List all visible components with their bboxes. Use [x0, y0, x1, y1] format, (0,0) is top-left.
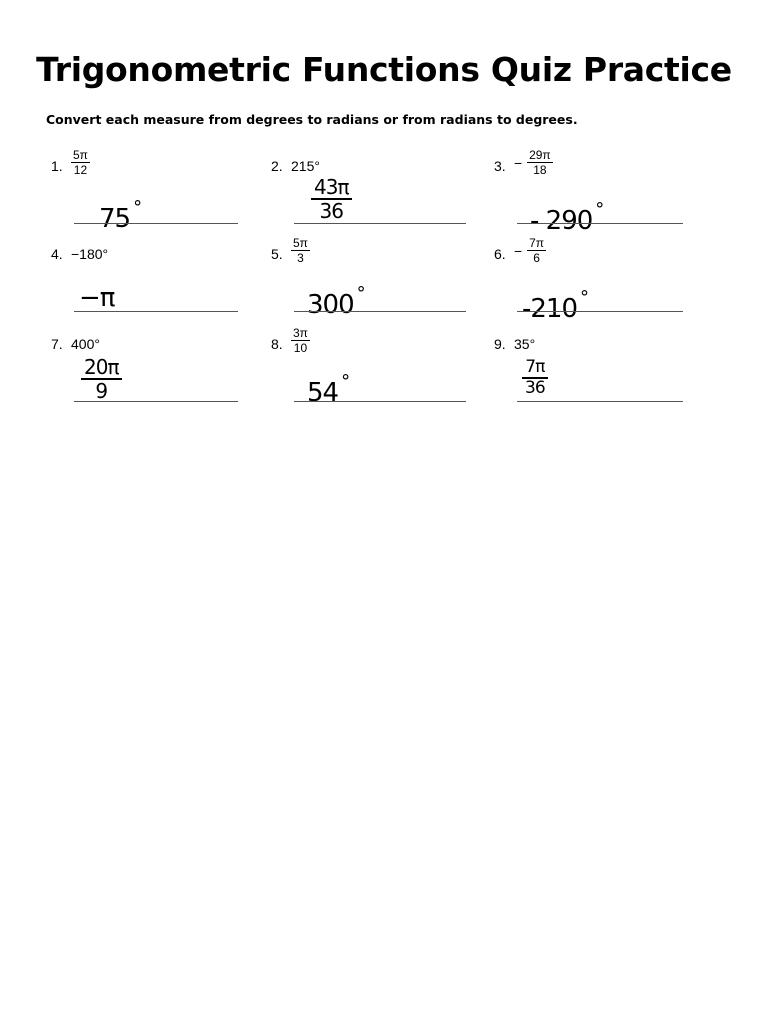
problem-number: 6. — [494, 246, 506, 262]
denominator: 3 — [297, 251, 304, 265]
problem-prompt: 35° — [514, 336, 536, 352]
answer-line — [74, 223, 238, 224]
handwritten-answer: −π — [79, 283, 115, 313]
answer-value: 54 — [307, 378, 339, 408]
answer-line — [517, 401, 683, 402]
fraction — [291, 236, 310, 265]
problem-8 — [271, 326, 491, 412]
problem-number: 1. — [51, 158, 63, 174]
fraction — [71, 148, 90, 177]
handwritten-answer — [81, 356, 122, 402]
problem-prompt — [291, 326, 310, 355]
instructions: Convert each measure from degrees to radians or from radians to degrees. — [46, 112, 578, 127]
answer-denominator: 36 — [319, 199, 343, 223]
degree-mark: ° — [133, 197, 142, 218]
denominator: 18 — [533, 163, 547, 177]
handwritten-answer — [307, 278, 365, 321]
problem-number: 7. — [51, 336, 63, 352]
denominator: 10 — [293, 341, 308, 355]
problem-number: 3. — [494, 158, 506, 174]
degree-mark: ° — [595, 199, 604, 220]
answer-line — [517, 223, 683, 224]
degree-mark: ° — [356, 283, 365, 304]
problem-4 — [51, 236, 271, 322]
answer-denominator: 9 — [95, 379, 108, 403]
numerator: 5π — [293, 236, 308, 250]
problem-prompt: −180° — [71, 246, 109, 262]
problem-6 — [494, 236, 714, 322]
answer-value: - 290 — [530, 206, 593, 236]
problem-prompt — [514, 236, 546, 265]
handwritten-answer — [522, 282, 588, 325]
answer-line — [294, 401, 466, 402]
problem-prompt — [514, 148, 553, 177]
problem-2 — [271, 148, 491, 234]
problem-number: 2. — [271, 158, 283, 174]
handwritten-answer — [307, 366, 349, 409]
fraction — [527, 148, 553, 177]
handwritten-answer — [522, 358, 548, 398]
handwritten-answer — [99, 192, 141, 235]
problem-prompt: 215° — [291, 158, 320, 174]
problem-5 — [271, 236, 491, 322]
page-title: Trigonometric Functions Quiz Practice — [36, 50, 732, 89]
problem-7 — [51, 326, 271, 412]
answer-line — [517, 311, 683, 312]
problem-number: 4. — [51, 246, 63, 262]
problem-prompt — [71, 148, 90, 177]
answer-line — [294, 311, 466, 312]
answer-line — [294, 223, 466, 224]
answer-numerator: 43π — [311, 176, 352, 200]
negative-sign: − — [514, 154, 523, 171]
answer-value: -210 — [522, 294, 578, 324]
handwritten-answer — [311, 176, 352, 222]
answer-numerator: 20π — [81, 356, 122, 380]
negative-sign: − — [514, 242, 523, 259]
problem-number: 8. — [271, 336, 283, 352]
problem-number: 5. — [271, 246, 283, 262]
answer-line — [74, 401, 238, 402]
problem-9 — [494, 326, 714, 412]
problem-3 — [494, 148, 714, 234]
answer-numerator: 7π — [522, 358, 548, 379]
numerator: 7π — [529, 236, 545, 250]
numerator: 3π — [293, 326, 308, 340]
answer-denominator: 36 — [525, 378, 545, 398]
answer-value: 300 — [307, 290, 354, 320]
numerator: 29π — [529, 148, 551, 162]
fraction — [291, 326, 310, 355]
problem-prompt — [291, 236, 310, 265]
problem-1 — [51, 148, 271, 234]
denominator: 12 — [73, 163, 88, 177]
handwritten-answer — [530, 194, 603, 237]
denominator: 6 — [533, 251, 540, 265]
degree-mark: ° — [580, 287, 589, 308]
degree-mark: ° — [341, 371, 350, 392]
answer-value: 75 — [99, 204, 131, 234]
fraction — [527, 236, 546, 265]
problem-number: 9. — [494, 336, 506, 352]
numerator: 5π — [73, 148, 88, 162]
answer-line — [74, 311, 238, 312]
problem-prompt: 400° — [71, 336, 100, 352]
